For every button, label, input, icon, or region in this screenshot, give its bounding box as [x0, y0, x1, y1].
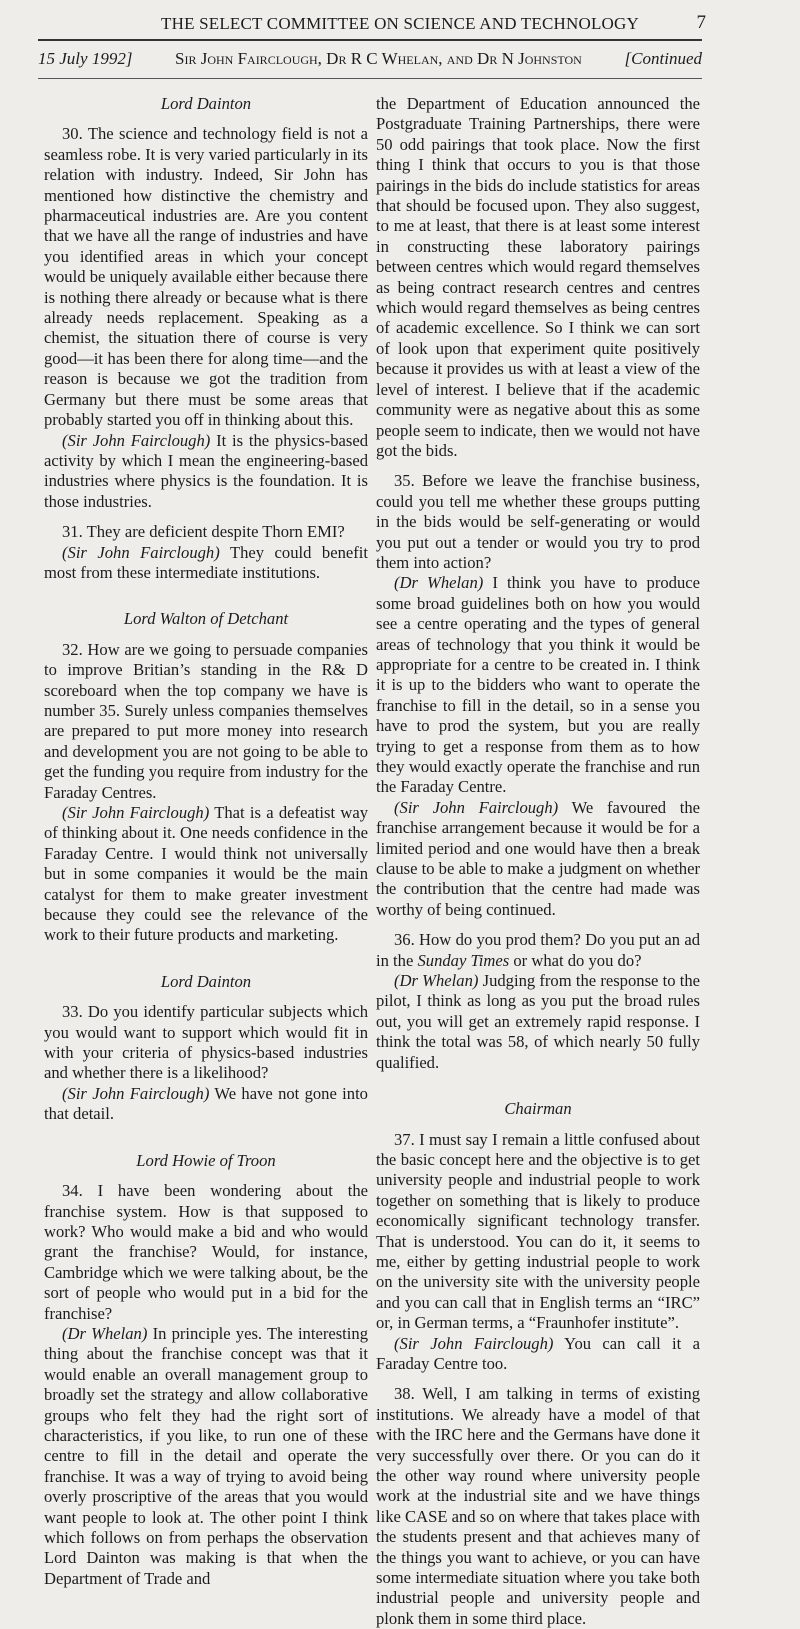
answer-text: You can call it a Faraday Centre too. [376, 1333, 700, 1373]
header-rule [38, 78, 702, 79]
answer-31 [44, 543, 368, 584]
question-text: or what do you do? [509, 950, 642, 970]
answer-text: They could benefit most from these intermediate institutions. [44, 542, 368, 582]
answer-text: We favoured the franchise arrangement because it would be for a limited period and one would have then a break clause to be able to make a judgment on whether the contribution that the centre had made was worthy of being continued. [376, 797, 700, 919]
answer-speaker: (Sir John Fairclough) [394, 797, 559, 817]
answer-text: In principle yes. The interesting thing about the franchise concept was that it would enable an overall management group to broadly set the strategy and allow collaborative groups who felt they had the right sort of characteristics, if you like, to run one of these centre to fill in the detail and operate the franchise. It was a way of trying to avoid being overly proscriptive of the areas that you would want people to look at. The other point I think which follows on from perhaps the observation Lord Dainton was making is that when the Department of Trade and [44, 1323, 368, 1588]
answer-text: It is the physics-based activity by which I mean the engineering-based industries where physics is the foundation. It is those industries. [44, 430, 368, 511]
question-36 [376, 930, 700, 971]
question-35: 35. Before we leave the franchise business, could you tell me whether these groups putting in the bids would be self-generating or would you put out a tender or would you try to prod them into action? [376, 471, 700, 572]
answer-speaker: (Sir John Fairclough) [394, 1333, 554, 1353]
question-34: 34. I have been wondering about the franchise system. How is that supposed to work? Who would make a bid and who would grant the franchise? Would, for instance, Cambridge which we were talking about, be the sort of people who would put in a bid for the franchise? [44, 1181, 368, 1323]
answer-36 [376, 971, 700, 1073]
running-head: THE SELECT COMMITTEE ON SCIENCE AND TECHNOLOGY [161, 14, 639, 33]
speaker-heading: Lord Howie of Troon [136, 1150, 276, 1170]
answer-33 [44, 1084, 368, 1125]
question-31: 31. They are deficient despite Thorn EMI? [62, 522, 345, 542]
speaker-heading: Lord Walton of Detchant [123, 609, 289, 629]
answer-37 [376, 1334, 700, 1375]
answer-speaker: (Dr Whelan) [394, 573, 484, 593]
answer-32 [44, 803, 368, 946]
newspaper-title: Sunday Times [417, 950, 510, 970]
session-date: 15 July 1992] [38, 49, 133, 68]
answer-speaker: (Sir John Fairclough) [62, 542, 220, 562]
answer-text: That is a defeatist way of thinking about it. One needs confidence in the Faraday Centre. I would think not universally but in some companies it would be the main catalyst for them to make greater investment because they could see the relevance of the work to their future products and marketing. [44, 803, 368, 945]
answer-35-whelan [376, 573, 700, 797]
question-text: 36. How do you prod them? Do you put an ad in the [376, 930, 700, 970]
answer-text: I think you have to produce some broad guidelines both on how you would see a centre operating and the types of general areas of technology that you think it would be appropriate for a centre to be created in. I think it is up to the bidders who want to operate the franchise to fill in the detail, so in a sense you have to prod the system, but you are really trying to get a response from them as to how they would exactly operate the franchise and run the Faraday Centre. [376, 573, 700, 797]
answer-speaker: (Dr Whelan) [394, 971, 479, 991]
continued-label: [Continued [624, 49, 702, 68]
answer-speaker: (Dr Whelan) [62, 1323, 148, 1343]
left-column [44, 94, 368, 1589]
right-column [376, 94, 700, 1629]
question-38: 38. Well, I am talking in terms of existing institutions. We already have a model of that with the IRC here and the Germans have done it very successfully over there. Or you can do it the other way round where university people work at the industrial site and we have things like CASE and so on where that takes place with the students present and that achieves many of the things you want to achieve, or you can have some intermediate situation where you take both industrial people and university people and plonk them in some third place. [376, 1384, 700, 1628]
question-30: 30. The science and technology field is not a seamless robe. It is very varied particularly in its relation with industry. Indeed, Sir John has mentioned how distinctive the chemistry and pharmaceutical industries are. Are you content that we have all the range of industries and have you identified areas in which your concept would be uniquely available either because there is nothing there already or because what is there already needs replacement. Speaking as a chemist, the situation there of course is very good—it has been there for along time—and the reason is because we got the tradition from Germany but there must be some areas that probably started you off in thinking about this. [44, 124, 368, 430]
top-rule [38, 39, 702, 41]
answer-speaker: (Sir John Fairclough) [62, 803, 210, 822]
answer-34 [44, 1324, 368, 1589]
answer-35-fairclough [376, 798, 700, 920]
page-number: 7 [696, 12, 706, 33]
question-32: 32. How are we going to persuade companies to improve Britian’s standing in the R& D scoreboard when the top company we have is number 35. Surely unless companies themselves are prepared to put more money into research and development you are not going to be able to get the funding you require from industry for the Faraday Centres. [44, 639, 368, 802]
answer-speaker: (Sir John Fairclough) [62, 1083, 210, 1103]
answer-text: Judging from the response to the pilot, I think as long as you put the broad rules out, you will get an extremely rapid response. I think the total was 58, of which nearly 50 fully qualified. [376, 971, 700, 1072]
answer-34-continued: the Department of Education announced the Postgraduate Training Partnerships, there were 50 odd pairings that took place. Now the first thing I think that occurs to you is that those pairings in the bids do include statistics for areas that should be focused upon. They also suggest, to me at least, that there is at least some interest in constructing these laboratory pairings between centres which would regard themselves as being contract research centres and centres which would regard themselves as being centres of academic excellence. So I think we can sort of look upon that experiment quite positively because it provides us with at least a view of the level of interest. I believe that if the academic community were as negative about this as some people seem to indicate, then we would not have got the bids. [376, 94, 700, 460]
speaker-heading: Chairman [504, 1099, 572, 1119]
speaker-heading: Lord Dainton [160, 971, 252, 991]
answer-speaker: (Sir John Fairclough) [62, 430, 211, 450]
answer-text: We have not gone into that detail. [44, 1083, 368, 1124]
question-33: 33. Do you identify particular subjects which you would want to support which would fit in with your criteria of physics-based industries and whether there is a likelihood? [44, 1002, 368, 1083]
witness-names: Sir John Fairclough, Dr R C Whelan, and Dr N Johnston [175, 49, 582, 68]
question-37: 37. I must say I remain a little confused about the basic concept here and the objective is to get university people and industrial people to work together on something that is likely to produce economically significant technology transfer. That is understood. You can do it, it seems to me, either by getting industrial people to work on the university site with the university people and you can call that in English terms an “IRC” or, in German terms, a “Fraunhofer institute”. [376, 1129, 700, 1333]
answer-30 [44, 431, 368, 513]
speaker-heading: Lord Dainton [160, 94, 252, 113]
